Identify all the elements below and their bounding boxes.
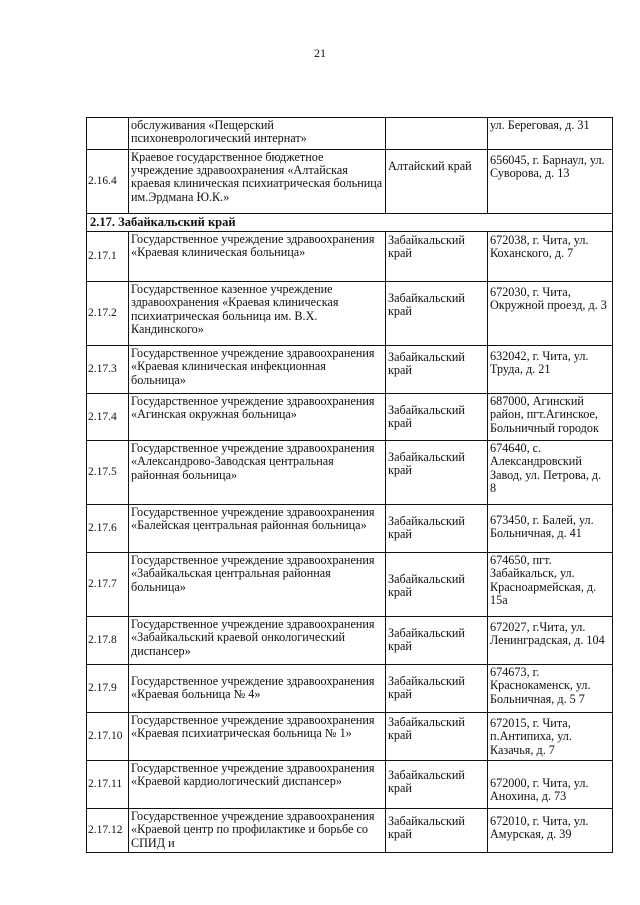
table-row (87, 118, 613, 150)
region: Алтайский край (386, 150, 488, 214)
institution-name: Государственное учреждение здравоохранения «Краевая клиническая больница» (129, 232, 386, 282)
address: ул. Береговая, д. 31 (488, 118, 613, 150)
region: Забайкальский край (386, 553, 488, 617)
address: 656045, г. Барнаул, ул. Суворова, д. 13 (488, 150, 613, 214)
institution-name: Государственное учреждение здравоохранения «Краевая больница № 4» (129, 665, 386, 713)
row-number: 2.16.4 (87, 150, 129, 214)
page-number: 21 (314, 46, 326, 60)
table-row (87, 713, 613, 761)
region: Забайкальский край (386, 665, 488, 713)
address: 673450, г. Балей, ул. Больничная, д. 41 (488, 505, 613, 553)
institution-name: Государственное учреждение здравоохранения «Балейская центральная районная больница» (129, 505, 386, 553)
address: 687000, Агинский район, пгт.Агинское, Больничный городок (488, 394, 613, 441)
institution-name: Государственное учреждение здравоохранения «Краевая психиатрическая больница № 1» (129, 713, 386, 761)
address: 672030, г. Чита, Окружной проезд, д. 3 (488, 282, 613, 346)
row-number: 2.17.2 (87, 282, 129, 346)
institution-name: Государственное учреждение здравоохранения «Забайкальский краевой онкологический диспансер» (129, 617, 386, 665)
table-row (87, 809, 613, 853)
region: Забайкальский край (386, 282, 488, 346)
row-number: 2.17.6 (87, 505, 129, 553)
section-heading: 2.17. Забайкальский край (87, 214, 613, 232)
address: 672015, г. Чита, п.Антипиха, ул. Казачья, д. 7 (488, 713, 613, 761)
table-row (87, 346, 613, 394)
table-row (87, 553, 613, 617)
table-row (87, 394, 613, 441)
region: Забайкальский край (386, 809, 488, 853)
row-number: 2.17.4 (87, 394, 129, 441)
row-number (87, 118, 129, 150)
region: Забайкальский край (386, 713, 488, 761)
address: 674640, с. Александровский Завод, ул. Петрова, д. 8 (488, 441, 613, 505)
region (386, 118, 488, 150)
row-number: 2.17.9 (87, 665, 129, 713)
row-number: 2.17.11 (87, 761, 129, 809)
address: 672038, г. Чита, ул. Коханского, д. 7 (488, 232, 613, 282)
institution-name: Государственное учреждение здравоохранения «Краевая клиническая инфекционная больница» (129, 346, 386, 394)
table-row (87, 505, 613, 553)
region: Забайкальский край (386, 346, 488, 394)
row-number: 2.17.10 (87, 713, 129, 761)
address: 674650, пгт. Забайкальск, ул. Красноармейская, д. 15а (488, 553, 613, 617)
institution-name: Государственное учреждение здравоохранения «Агинская окружная больница» (129, 394, 386, 441)
address: 632042, г. Чита, ул. Труда, д. 21 (488, 346, 613, 394)
table-row (87, 665, 613, 713)
table-row (87, 232, 613, 282)
region: Забайкальский край (386, 505, 488, 553)
institution-name: Государственное учреждение здравоохранения «Краевой центр по профилактике и борьбе со СПИД и (129, 809, 386, 853)
section-row (87, 214, 613, 232)
region: Забайкальский край (386, 617, 488, 665)
row-number: 2.17.12 (87, 809, 129, 853)
institutions-table (86, 117, 613, 853)
region: Забайкальский край (386, 761, 488, 809)
address: 674673, г. Краснокаменск, ул. Больничная, д. 5 7 (488, 665, 613, 713)
row-number: 2.17.1 (87, 232, 129, 282)
institution-name: Государственное казенное учреждение здравоохранения «Краевая клиническая психиатрическая больница им. В.Х. Кандинского» (129, 282, 386, 346)
address: 672000, г. Чита, ул. Анохина, д. 73 (488, 761, 613, 809)
institution-name: Государственное учреждение здравоохранения «Забайкальская центральная районная больница» (129, 553, 386, 617)
institution-name: Государственное учреждение здравоохранения «Александрово-Заводская центральная районная больница» (129, 441, 386, 505)
institution-name: Краевое государственное бюджетное учреждение здравоохранения «Алтайская краевая клиническая психиатрическая больница им.Эрдмана Ю.К.» (129, 150, 386, 214)
institution-name: Государственное учреждение здравоохранения «Краевой кардиологический диспансер» (129, 761, 386, 809)
table-row (87, 617, 613, 665)
table-row (87, 150, 613, 214)
institution-name: обслуживания «Пещерский психоневрологический интернат» (129, 118, 386, 150)
region: Забайкальский край (386, 232, 488, 282)
table-row (87, 761, 613, 809)
address: 672010, г. Чита, ул. Амурская, д. 39 (488, 809, 613, 853)
address: 672027, г.Чита, ул. Ленинградская, д. 104 (488, 617, 613, 665)
region: Забайкальский край (386, 441, 488, 505)
table-row (87, 441, 613, 505)
row-number: 2.17.7 (87, 553, 129, 617)
region: Забайкальский край (386, 394, 488, 441)
row-number: 2.17.3 (87, 346, 129, 394)
row-number: 2.17.5 (87, 441, 129, 505)
row-number: 2.17.8 (87, 617, 129, 665)
table-row (87, 282, 613, 346)
